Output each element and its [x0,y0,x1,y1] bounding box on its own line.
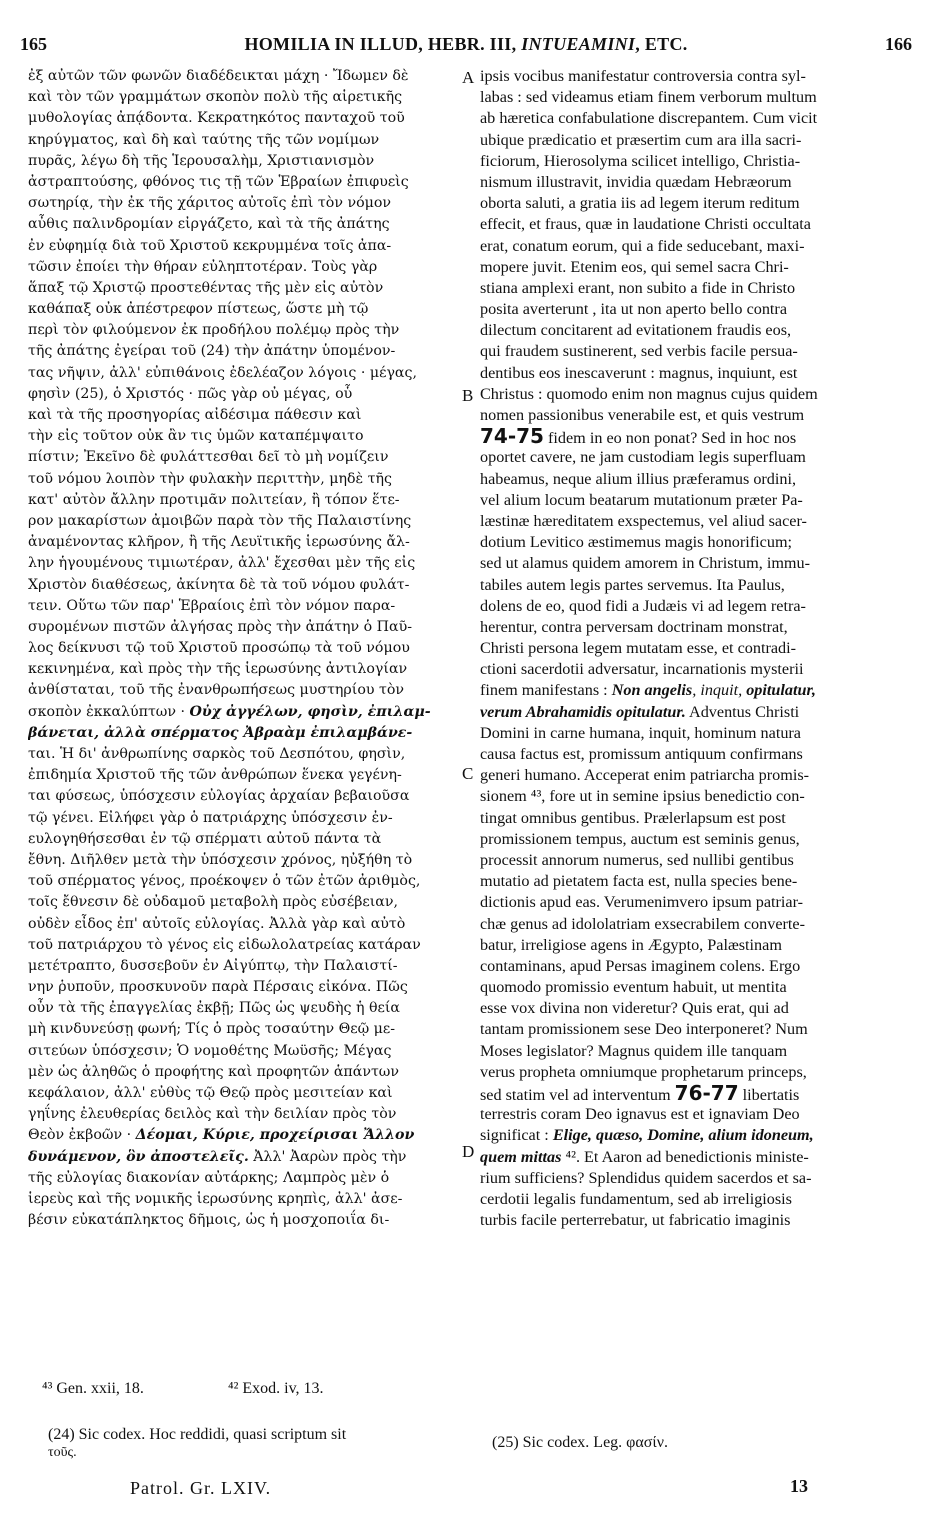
latin-scripture-quote: Elige, quæso, Domine, alium idoneum, [552,1126,814,1145]
latin-line: stiana amplexi erant, non subito a fide in Christo [480,278,796,297]
latin-line: causa factus est, promissum antiquum confirmans [480,745,803,763]
latin-line: herentur, contra perversam doctrinam monstrat, [480,617,788,636]
latin-line: habeamus, neque alium illius præferamus ordini, [480,469,797,488]
greek-line: σκοπὸν ἐκκαλύπτων · Οὐχ ἀγγέλων, φησὶν, ἐπιλαμ- [28,703,431,720]
greek-line: περὶ τὸν φιλούμενον ἐκ προδήλου πολέμῳ πρὸς τὴν [28,322,400,339]
greek-line: μετέτραπτο, δυσσεβοῦν ἐν Αἰγύπτῳ, τὴν Παλαιστί- [28,957,398,974]
latin-line-text: sed statim vel ad interventum [480,1086,675,1104]
latin-line: dolens de eo, quod fidi a Judæis vi ad legem retra- [480,596,806,615]
column-number-marker: 76-77 [674,1081,739,1105]
latin-line: chæ genus ad idololatriam exsecrabilem converte- [480,914,805,933]
greek-line: ἔθνη. Διῆλθεν μετὰ τὴν ὑπόσχεσιν χρόνος, ηὐξήθη τὸ [28,851,413,868]
greek-line: κηρύγματος, καὶ δὴ καὶ ταύτης τῆς τῶν νομίμων [28,131,380,148]
greek-line: μὲν ὡς ἀληθῶς ὁ προφήτης καὶ προφητῶν ἁπάντων [28,1063,399,1080]
footnote-25: (25) Sic codex. Leg. φασίν. [492,1434,668,1451]
latin-line: generi humano. Acceperat enim patriarcha promis- [480,766,810,785]
latin-line: Moses legislator? Magnus quidem ille tanquam [480,1041,788,1060]
greek-line: ευλογηθήσεσθαι ἐν τῷ σπέρματι αὐτοῦ πάντα τὰ [28,830,382,847]
running-title-italic: INTUEAMINI [521,34,636,54]
latin-line: effecit, et fraus, quæ in laudatione Christi occultata [480,215,811,234]
greek-line: τῆς ἀπάτης ἐγείραι τοῦ (24) τὴν ἀπάτην ὑπομένον- [28,343,396,360]
running-head [20,34,912,60]
greek-scripture-quote: δυνάμενον, ὃν ἀποστελεῖς. [28,1148,249,1165]
latin-line: dotium Levitico æstimemus magis honorificum; [480,533,793,552]
page-number-right: 166 [885,34,912,54]
latin-line: ficiorum, Hierosolyma scilicet intelligo, Christia- [480,151,801,170]
footnote-ref-1: ⁴³ Gen. xxii, 18. [42,1380,144,1397]
latin-line: oborta saluti, a gratia iis ad legem iterum reditum [480,194,800,213]
latin-line: mopere juvit. Etenim eos, qui semel sacra Chri- [480,257,789,276]
latin-line: nismum illustravit, invidia quædam Hebræorum [480,172,792,191]
greek-line [28,1147,458,1168]
greek-line: νην ῥυποῦν, προσκυνοῦν παρὰ Πέρσαις εἰκόνα. Πῶς [28,979,408,996]
greek-line: ἀναμένοντας κλῆρον, ἢ τῆς Λευϊτικῆς ἱερωσύνης ἄλ- [28,534,410,551]
latin-line: tabiles autem legis partes servemus. Ita Paulus, [480,575,785,594]
latin-line-text: terrestris coram Deo ignavus est et ignaviam Deo [480,1105,800,1124]
greek-line: βέσιν εὐκατάπληκτος δῆμοις, ὡς ἡ μοσχοποιΐα δι- [28,1212,390,1229]
greek-line [28,723,458,744]
greek-line: αὖθις παλινδρομίαν εἰργάζετο, καὶ τὰ τῆς ἀπάτης [28,216,390,233]
latin-line: sionem ⁴³, fore ut in semine ipsius benedictio con- [480,787,805,806]
latin-scripture-quote: Non angelis [611,681,693,700]
greek-line: καὶ τὰ τῆς προσηγορίας αἰδέσιμα πάθεσιν καὶ [28,407,362,423]
greek-line: τῆς εὐλογίας διακονίαν αὐτάρκης; Λαμπρὸς μὲν ὁ [28,1169,390,1186]
latin-line: mutatio ad pietatem facta est, nulla species bene- [480,872,798,891]
greek-line: ἅπαξ τῷ Χριστῷ προστεθέντας τῆς μὲν εἰς αὐτὸν [28,279,384,296]
latin-line: processit annorum numerus, sed nullibi gentibus [480,850,794,869]
greek-line: ται. Ἡ δι' ἀνθρωπίνης σαρκὸς τοῦ Δεσπότου, φησὶν, [28,746,406,762]
greek-line: ἐξ αὐτῶν τῶν φωνῶν διαδέδεικται μάχη · Ἴδωμεν δὲ [28,68,409,84]
latin-line-text: ⁴². Et Aaron ad benedictionis ministe- [565,1147,809,1166]
greek-line: ἱερεὺς καὶ τῆς νομικῆς ἱερωσύνης κρηπὶς, ἀλλ' ἀσε- [28,1190,403,1207]
greek-line: ρον μακαρίστων ἀμοιβῶν παρὰ τὸν τῆς Παλαιστίνης [28,512,412,529]
greek-line: καθάπαξ οὐκ ἀπέστρεφον πίστεως, ὥστε μὴ τῷ [28,301,369,318]
greek-line: πίστιν; Ἐκεῖνο δὲ φυλάττεσθαι δεῖ τὸ μὴ νομίζειν [28,449,389,466]
greek-line: οὐδὲν εἶδος ἐπ' αὐτοῖς εὐλογίας. Ἀλλὰ γὰρ καὶ αὐτὸ [28,915,406,932]
latin-line [480,1125,912,1146]
latin-line: rium sufficiens? Splendidus quidem sacerdos et sa- [480,1168,812,1187]
greek-line: κεκινημένα, καὶ πρὸς τὴν τῆς ἱερωσύνης ἀντιλογίαν [28,661,408,678]
latin-line-text: libertatis [742,1086,800,1104]
greek-line: τοῦ σπέρματος γένος, προέκοψεν ὁ τῶν ἐτῶν ἀριθμὸς, [28,873,421,890]
greek-line: τὴν εἰς τοῦτον οὐκ ἂν τις ὑμῶν καταπέμψαιτο [28,428,364,445]
latin-line-text: fidem in eo non ponat? Sed in hoc nos [548,429,797,448]
margin-letter-d: D [462,1142,475,1161]
greek-line: Χριστὸν διαθέσεως, ἀκίνητα δὲ τὰ τοῦ νόμου φυλάτ- [28,576,410,593]
latin-line: erat, conatum eorum, qui a fide seducebant, maxi- [480,236,805,255]
latin-line: ubique prædicatio et præsertim cum ara illa sacri- [480,130,802,149]
greek-line: τας νῆψιν, ἀλλ' εὐπιθάνοις ἐδελέαζον λόγοις · μέγας, [28,364,417,381]
latin-line: oportet cavere, ne jam custodiam legis superfluam [480,448,806,467]
greek-line: τοῖς ἔθνεσιν δὲ οὐδαμοῦ μεταβολὴ πρὸς εὐσέβειαν, [28,894,399,911]
margin-letter-a: A [462,68,475,87]
greek-line: κεφάλαιον, ἀλλ' εὐθὺς τῷ Θεῷ πρὸς μεσιτείαν καὶ [28,1085,393,1101]
latin-line: dilectum concitarent ad evitationem fraudis eos, [480,321,792,340]
latin-line-text: Adventus Christi [689,702,800,721]
latin-line: Christus : quomodo enim non magnus cujus quidem [480,384,818,403]
latin-line: batur, irreligiose agens in Ægypto, Palæstinam [480,935,782,954]
greek-scripture-quote: Δέομαι, Κύριε, προχείρισαι Ἄλλον [135,1127,415,1144]
greek-line: Θεὸν ἐκβοῶν · Δέομαι, Κύριε, προχείρισαι Ἄλλον [28,1127,415,1144]
greek-line: μυθολογίας ἀπᾴδοντα. Κεκρατηκότος πανταχοῦ τοῦ [28,110,405,127]
greek-line: μὴ κινδυνεύσῃ φωνή; Τίς ὁ πρὸς τοσαύτην Θεῷ με- [28,1021,396,1038]
latin-line-text: , inquit, [692,681,747,700]
latin-line: quomodo promissio eventum habuit, ut mentita [480,978,787,997]
greek-line: ἐν εὐφημίᾳ διὰ τοῦ Χριστοῦ κεκρυμμένα τοῖς ἀπα- [28,237,392,254]
latin-line-text: significat : [480,1126,553,1145]
latin-scripture-quote: verum Abrahamidis opitulatur. [480,702,686,721]
greek-line: σωτηρίᾳ, τὴν ἐκ τῆς χάριτος αὐτοῖς ἐπὶ τὸν νόμον [28,195,392,212]
latin-line: posita averterunt , ita ut non aperto bello contra [480,300,788,319]
latin-column [480,66,912,1231]
signature-mark: 13 [790,1476,808,1496]
greek-line-text: Ἀλλ' Ἀαρὼν πρὸς τὴν [253,1148,407,1165]
greek-line: ται φύσεως, ὑπόσχεσιν εὐλογίας ἀρχαίαν βεβαιοῦσα [28,788,410,805]
greek-scripture-quote: Οὐχ ἀγγέλων, φησὶν, ἐπιλαμ- [189,703,431,720]
latin-line: turbis facile perterrebatur, ut fabricatio imaginis [480,1211,791,1230]
series-imprint: Patrol. Gr. LXIV. [130,1478,272,1498]
greek-line: τῶσιν ἐποίει τὴν θήραν εὐληπτοτέραν. Τοὺς γὰρ [28,258,378,275]
latin-line [480,1083,912,1104]
greek-line: λην ἡγουμένους τιμιωτέραν, ἀλλ' ἔχεσθαι μὲν τῆς εἰς [28,555,416,572]
greek-line: ἀνθίσταται, τοῦ τῆς ἐνανθρωπήσεως μυστηρίου τὸν [28,682,405,699]
greek-line: ἀστραπτούσης, φθόνος τις τῇ τῶν Ἑβραίων ἐπιφυεὶς [28,173,409,190]
latin-line: læstinæ hæreditatem exspectemus, vel aliud sacer- [480,511,807,530]
greek-line: τῷ γένει. Εἰλήφει γὰρ ὁ πατριάρχης ὑπόσχεσιν ἐν- [28,809,393,826]
latin-line: dictionis apud eas. Verumenimvero ipsum patriar- [480,893,804,912]
latin-line: vel alium locum beatarum mutationum præter Pa- [480,490,803,509]
greek-column [28,66,458,1231]
latin-scripture-quote: quem mittas [480,1147,562,1166]
page-number-left: 165 [20,34,47,54]
footnote-ref-2: ⁴² Exod. iv, 13. [228,1380,324,1397]
latin-line: Domini in carne humana, inquit, hominum natura [480,723,801,742]
latin-line: labas : sed videamus etiam finem verborum multum [480,88,817,107]
latin-line: verus propheta omniumque prophetarum princeps, [480,1062,807,1081]
latin-line: ab hæretica confabulatione discrepantem. Cum vicit [480,109,818,128]
column-number-marker: 74-75 [480,424,544,449]
latin-line: tantam promissionem sese Deo interponeret? Num [480,1020,808,1039]
greek-line: τειν. Οὕτω τῶν παρ' Ἑβραίοις ἐπὶ τὸν νόμον παρα- [28,597,396,614]
latin-line: Christi persona legem mutatam esse, et contradi- [480,639,797,658]
greek-line: κατ' αὐτὸν ἄλλην προτιμᾶν πολιτείαν, ἢ τόπον ἕτε- [28,491,400,508]
footnote-24-continuation: τοῦς. [48,1445,77,1460]
margin-letter-c: C [462,764,474,783]
latin-line: ctioni sacerdotii adversatur, incarnationis mysterii [480,660,804,679]
latin-line [480,1104,912,1125]
latin-line: qui fraudem sustinerent, sed verbis facile persua- [480,342,798,361]
greek-line: φησὶν (25), ὁ Χριστός · πῶς γὰρ οὐ μέγας, οὗ [28,385,353,402]
latin-line [480,702,912,723]
greek-line: τοῦ νόμου λοιπὸν τὴν φυλακὴν περιττὴν, μηδὲ τῆς [28,470,392,487]
latin-line: nomen passionibus venerabile est, et quis vestrum [480,406,805,424]
latin-line: ipsis vocibus manifestatur controversia contra syl- [480,67,806,85]
greek-line: λος δείκνυσι τῷ τοῦ Χριστοῦ προσώπῳ τὰ τοῦ νόμου [28,640,410,657]
running-title [20,34,912,55]
running-title-end: , ETC. [635,34,688,54]
greek-line: πυρᾶς, λέγω δὴ τῆς Ἱερουσαλὴμ, Χριστιανισμὸν [28,152,375,169]
latin-line: esse vox divina non videretur? Quis erat, qui ad [480,999,789,1018]
greek-line: ἐπιδημία Χριστοῦ τῆς τῶν ἀνθρώπων ἕνεκα γεγένη- [28,767,402,784]
latin-line [480,1147,912,1168]
greek-line: οὖν τὰ τῆς ἐπαγγελίας ἐκβῇ; Πῶς ὡς ψευδὴς ἡ θεία [28,1000,400,1017]
greek-line: γηΐνης ἐλευθερίας δειλὸς καὶ τὴν δειλίαν πρὸς τὸν [28,1106,397,1123]
latin-line: contaminans, apud Persas imaginem colens. Ergo [480,956,801,975]
latin-line: cerdotii legalis fundamentum, sed ab irreligiosis [480,1189,792,1208]
latin-line: sed ut alamus quidem amorem in Christum, immu- [480,554,811,573]
greek-line: καὶ τὸν τῶν γραμμάτων σκοπὸν πολὺ τῆς αἱρετικῆς [28,89,403,106]
greek-scripture-quote: βάνεται, ἀλλὰ σπέρματος Ἀβραὰμ ἐπιλαμβάνε- [28,724,413,741]
latin-line [480,426,912,447]
footnote-24: (24) Sic codex. Hoc reddidi, quasi scriptum sit [48,1426,347,1443]
latin-line-text: finem manifestans : [480,681,612,700]
greek-line: συρομένων πιστῶν ἀλγήσας πρὸς τὴν ἀπάτην ὁ Παῦ- [28,618,413,635]
latin-line: dentibus eos inescaverunt : magnus, inquiunt, est [480,363,798,382]
latin-line [480,680,912,701]
running-title-main: HOMILIA IN ILLUD, HEBR. III, [244,34,522,54]
latin-line: tingat omnibus gentibus. Prælerlapsum est post [480,808,786,827]
margin-letter-b: B [462,386,474,405]
latin-line: promissionem tempus, auctum est seminis genus, [480,829,800,848]
latin-scripture-quote: opitulatur, [746,681,816,700]
greek-line: σιτεύων ὑπόσχεσιν; Ὁ νομοθέτης Μωϋσῆς; Μέγας [28,1042,392,1059]
greek-line: τοῦ πατριάρχου τὸ γένος εἰς εἰδωλολατρείας κατάραν [28,936,421,953]
